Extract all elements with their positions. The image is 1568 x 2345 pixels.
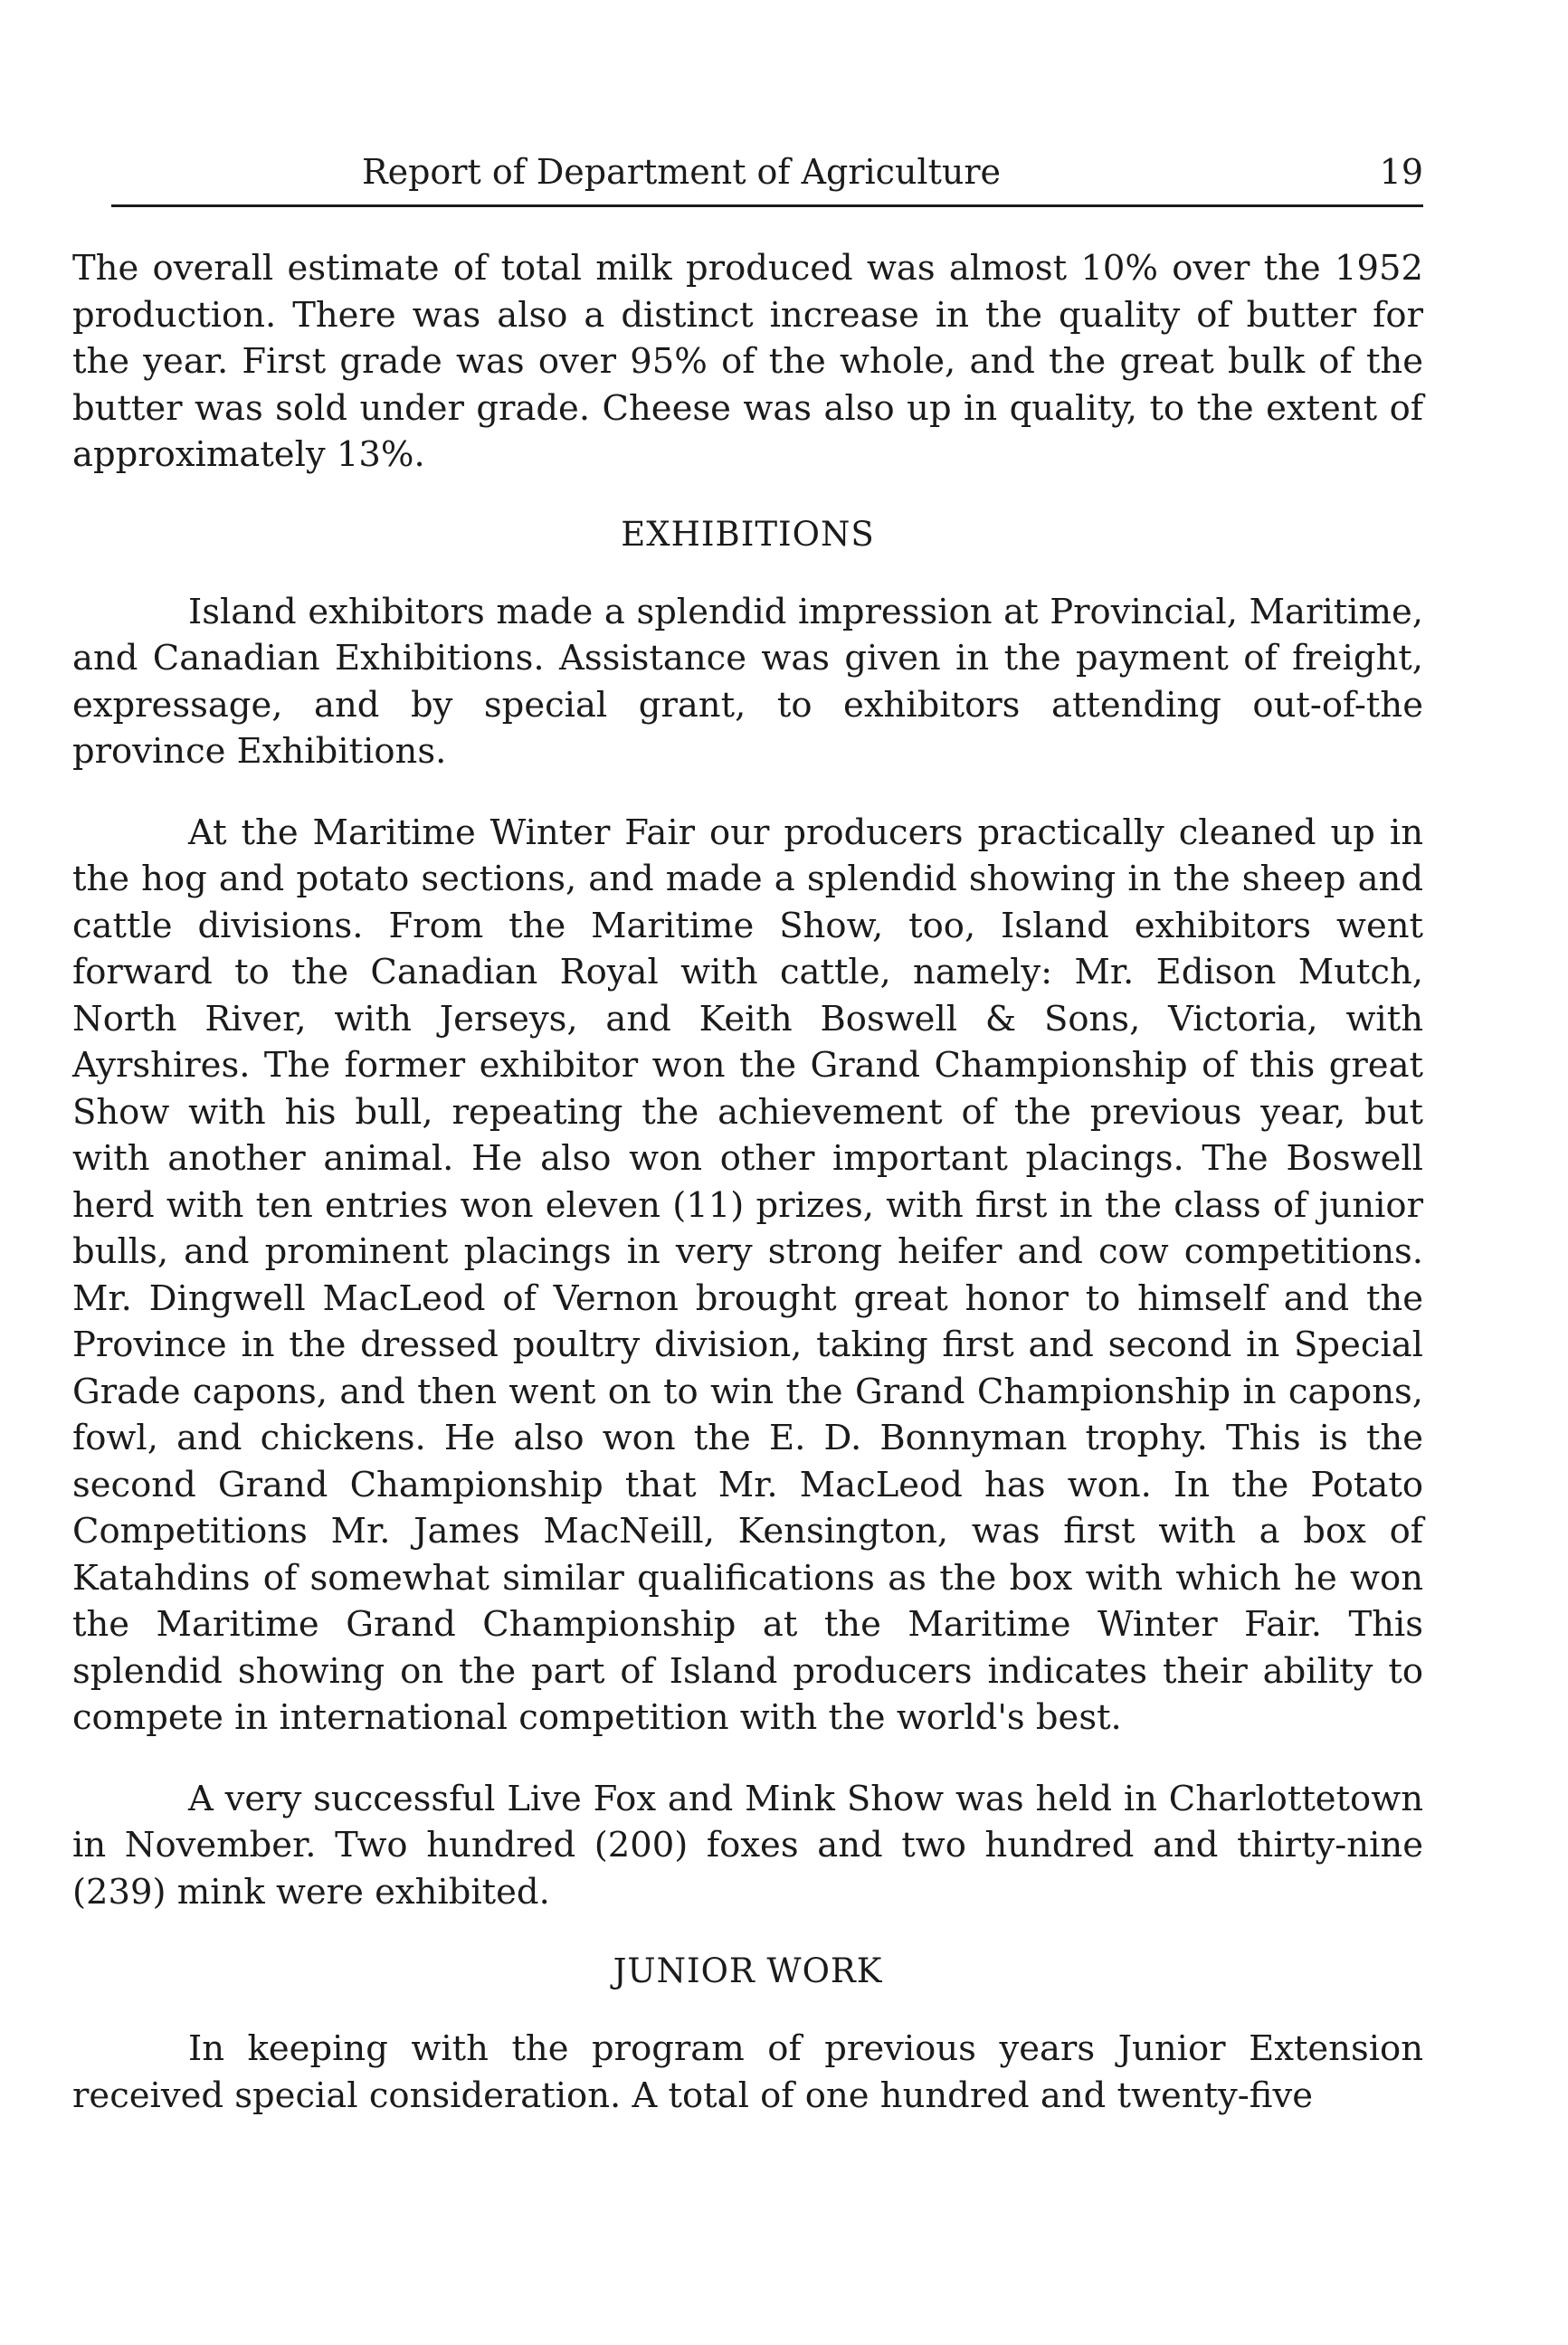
running-head-title: Report of Department of Agriculture <box>362 152 1001 192</box>
section-heading-exhibitions: EXHIBITIONS <box>621 514 875 554</box>
section-heading-junior-work: JUNIOR WORK <box>613 1951 883 1990</box>
header-rule <box>111 204 1423 207</box>
page-number: 19 <box>1379 152 1423 192</box>
paragraph-junior-extension: In keeping with the program of previous years Junior Extension received special consideration. A total of one hundred and twenty-five <box>72 2028 1423 2116</box>
paragraph-fox-mink-show: A very successful Live Fox and Mink Show was held in Charlottetown in November. Two hundred (200) foxes and two hundred and thirty-nine (239) mink were exhibited. <box>72 1778 1423 1913</box>
running-head <box>362 152 1423 204</box>
paragraph-milk-production: The overall estimate of total milk produced was almost 10% over the 1952 production. There was also a distinct increase in the quality of butter for the year. First grade was over 95% of the whole, and the great bulk of the butter was sold under grade. Cheese was also up in quality, to the extent of approximately 13%. <box>72 248 1423 475</box>
paragraph-exhibitors: Island exhibitors made a splendid impression at Provincial, Maritime, and Canadian Exhibitions. Assistance was given in the payment of freight, expressage, and by special grant, to exhibitors attending out-of-the province Exhibitions. <box>72 591 1423 772</box>
paragraph-winter-fair: At the Maritime Winter Fair our producers practically cleaned up in the hog and potato sections, and made a splendid showing in the sheep and cattle divisions. From the Maritime Show, too, Island exhibitors went forward to the Canadian Royal with cattle, namely: Mr. Edison Mutch, North River, with Jerseys, and Keith Boswell & Sons, Victoria, with Ayrshires. The former exhibitor won the Grand Championship of this great Show with his bull, repeating the achievement of the previous year, but with another animal. He also won other important placings. The Boswell herd with ten entries won eleven (11) prizes, with first in the class of junior bulls, and prominent placings in very strong heifer and cow competitions. Mr. Dingwell MacLeod of Vernon brought great honor to himself and the Province in the dressed poultry division, taking first and second in Special Grade capons, and then went on to win the Grand Championship in capons, fowl, and chickens. He also won the E. D. Bonnyman trophy. This is the second Grand Championship that Mr. MacLeod has won. In the Potato Competitions Mr. James MacNeill, Kensington, was first with a box of Katahdins of somewhat similar qualifications as the box with which he won the Maritime Grand Championship at the Maritime Winter Fair. This splendid showing on the part of Island producers indicates their ability to compete in international competition with the world's best. <box>72 812 1423 1738</box>
